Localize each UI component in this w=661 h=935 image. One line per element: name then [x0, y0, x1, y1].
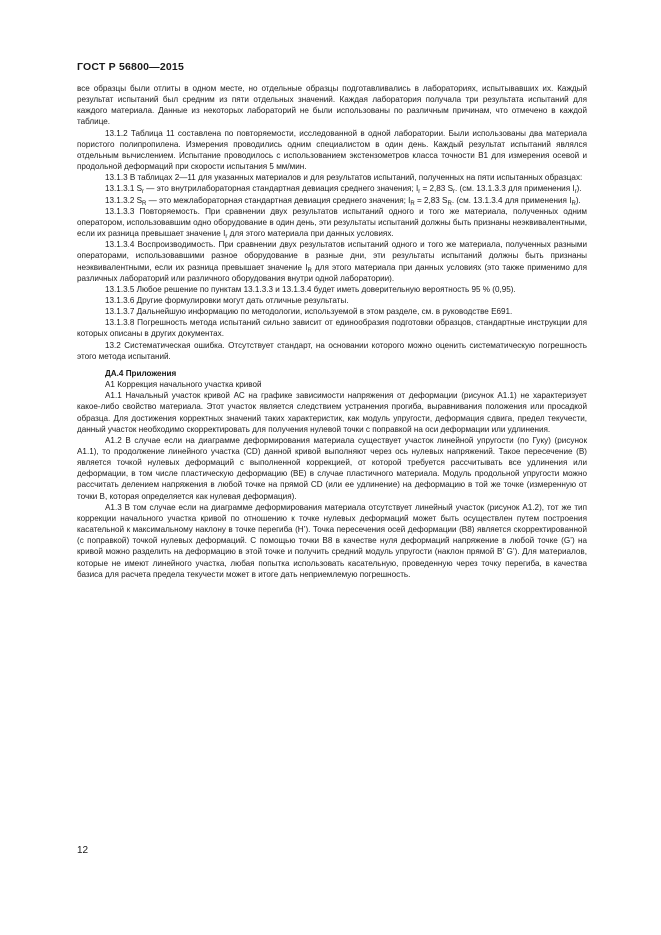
text-run: 13.1.3.4 Воспроизводимость. При сравнении двух результатов испытаний одного и того же материала, полученных разными операторами, использовавшими разное оборудование в разные дни, эти результаты испытаний должны быть признаны неэквивалентными, если их разница превышает значение I: [77, 240, 587, 272]
text-run: ).: [575, 195, 581, 205]
paragraph: 13.1.3.6 Другие формулировки могут дать отличные результаты.: [105, 295, 349, 305]
text-run: для этого материала при данных условиях (это также применимо для различных лабораторий или различного оборудования внутри одной лаборатории).: [77, 262, 587, 283]
text-run: 13.1.3.2 S: [105, 195, 143, 205]
paragraph: А1.3 В том случае если на диаграмме деформирования материала отсутствует линейный участок (рисунок А1.2), тот же тип коррекции начального участка кривой по отношению к точке нулевых деформаций может быть осуществлен путем построения касательной к максимальному наклону в точке перегиба (Н’). Точка пересечения осей деформации (В8) является скорректированной (с поправкой) точкой нулевых деформаций. С помощью точки В8 в качестве нуля деформаций напряжение в любой точке (G’) на кривой можно разделить на деформацию в этой точке и получить средний модуль упругости (наклон прямой В’ G’). Для материалов, которые не имеют линейного участка, любая попытка использовать касательную, проведенную через точку перегиба, в качества базиса для расчета предела текучести может в итоге дать неприемлемую погрешность.: [77, 502, 587, 579]
text-run: . (см. 13.1.3.4 для применения I: [451, 195, 572, 205]
document-body: [77, 83, 587, 580]
paragraph: 13.1.3.8 Погрешность метода испытаний сильно зависит от единообразия подготовки образцов, стандартные инструкции для которых описаны в других документах.: [77, 318, 587, 339]
paragraph: [77, 206, 587, 239]
paragraph: [77, 239, 587, 284]
text-run: — это межлабораторная стандартная девиация среднего значения; I: [146, 195, 411, 205]
text-run: — это внутрилабораторная стандартная девиация среднего значения; I: [144, 184, 419, 194]
text-run: для этого материала при данных условиях.: [227, 229, 394, 239]
subscript: r: [452, 189, 455, 196]
subscript: r: [225, 234, 228, 241]
text-run: = 2,83 S: [414, 195, 448, 205]
paragraph: 13.1.3.7 Дальнейшую информацию по методологии, используемой в этом разделе, см. в руководстве Е691.: [105, 307, 513, 317]
document-header: ГОСТ Р 56800—2015: [77, 61, 185, 73]
text-run: . (см. 13.1.3.3 для применения I: [454, 184, 575, 194]
subscript: r: [574, 189, 577, 196]
paragraph: 13.1.2 Таблица 11 составлена по повторяемости, исследованной в одной лаборатории. Были использованы два материала пористого полипропилена. Измерения проводились одним специалистом в один день. Каждый результат испытаний являлся отдельным вычислением. Испытание проводилось с использованием экстензометров класса точности В1 для измерения осевой и продольной деформаций при скорости испытания 5 мм/мин.: [77, 128, 587, 172]
paragraph: 13.1.3.5 Любое решение по пунктам 13.1.3.3 и 13.1.3.4 будет иметь доверительную вероятность 95 % (0,95).: [105, 284, 516, 294]
paragraph: А1.2 В случае если на диаграмме деформирования материала существует участок линейной упругости (по Гуку) (рисунок А1.1), то продолжение линейного участка (CD) данной кривой выполняют через ось нулевых напряжений. Такое пересечение (В) является точкой нулевых деформаций с выполненной коррекцией, от которой требуется рассчитывать все удлинения или деформации, в том числе пластическую деформацию (ВЕ) в случае пластичного материала. Модуль продольной упругости можно рассчитать делением напряжения в любой точке на прямой CD (или ее удлинение) на деформацию в той же точке (измеренную от точки В, которая определяется как нулевая деформация).: [77, 435, 587, 501]
paragraph: [77, 195, 587, 206]
text-run: 13.1.3.1 S: [105, 184, 143, 194]
subscript: R: [307, 267, 312, 274]
subscript: r: [418, 189, 421, 196]
subscript: R: [142, 200, 147, 207]
paragraph: 13.2 Систематическая ошибка. Отсутствует стандарт, на основании которого можно оценить систематическую погрешность этого метода испытаний.: [77, 340, 587, 361]
paragraph: все образцы были отлиты в одном месте, но отдельные образцы подготавливались в лабораториях, испытывавших их. Каждый результат испытаний был средним из пяти отдельных значений. Каждая лаборатория получала три результата испытаний для каждого материала. Данные из некоторых лабораторий не были использованы по различным причинам, что отмечено в каждой таблице.: [77, 84, 587, 127]
subscript: R: [571, 200, 576, 207]
subscript: R: [410, 200, 415, 207]
subscript: R: [447, 200, 452, 207]
section-heading: ДА.4 Приложения: [105, 368, 177, 378]
text-run: 13.1.3.3 Повторяемость. При сравнении двух результатов испытаний одного и того же материала, полученных одним оператором, использовавшим одно оборудование в один день, эти результаты испытаний должны быть признаны неэквивалентными, если их разница превышает значение I: [77, 206, 587, 239]
text-run: ).: [576, 184, 582, 194]
subsection-heading: А1 Коррекция начального участка кривой: [105, 380, 262, 390]
paragraph: [77, 183, 587, 194]
text-run: = 2,83 S: [420, 184, 453, 194]
paragraph: А1.1 Начальный участок кривой АС на графике зависимости напряжения от деформации (рисунок А1.1) не характеризует какое-либо свойство материала. Этот участок является следствием устранения прогиба, выравнивания положения или просадкой образца. Для достижения корректных значений таких характеристик, как модуль упругости, деформация сдвига, предел текучести, данный участок необходимо скорректировать для получения нулевой точки с поправкой на оси деформации или удлинения.: [77, 391, 587, 434]
subscript: r: [142, 189, 145, 196]
page-number: 12: [77, 845, 89, 856]
paragraph: 13.1.3 В таблицах 2—11 для указанных материалов и для результатов испытаний, полученных на пяти испытанных образцах:: [105, 173, 583, 183]
